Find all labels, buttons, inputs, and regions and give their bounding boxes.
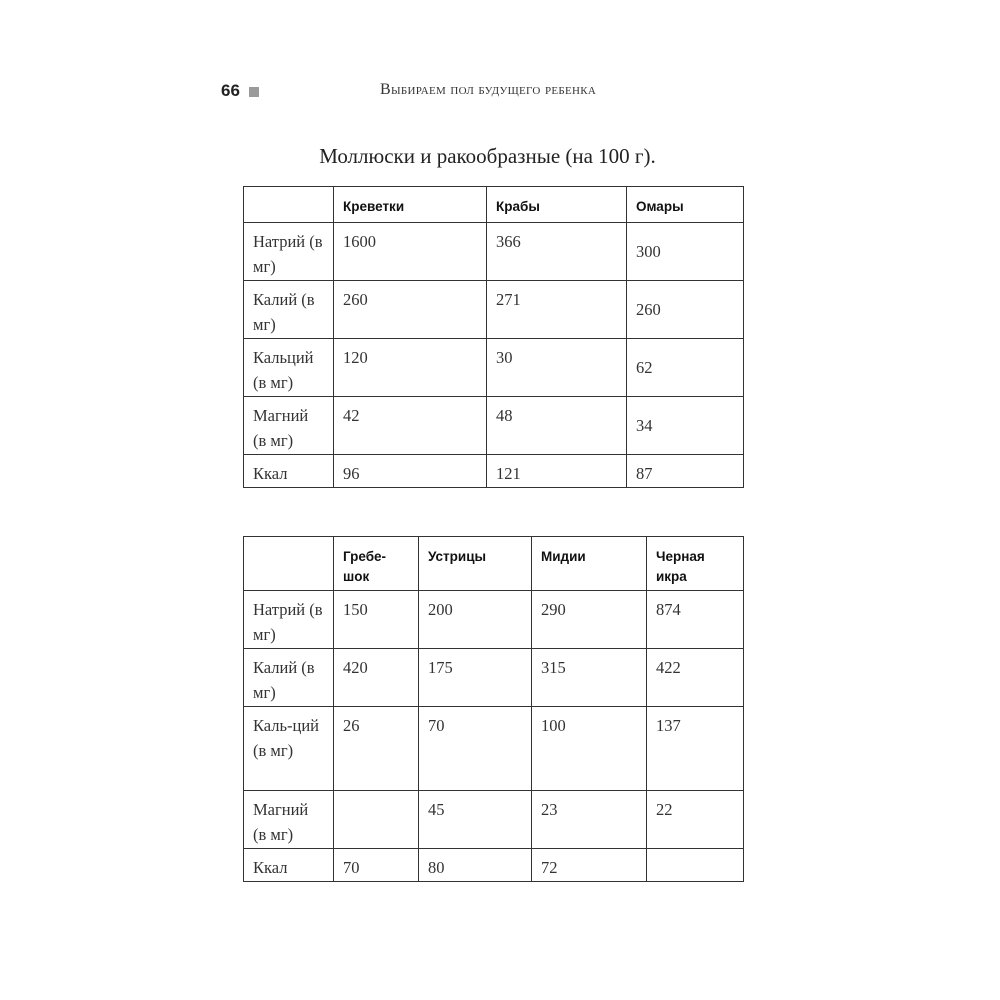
row-label: Калий (в мг) — [244, 649, 334, 707]
table-cell: 62 — [627, 339, 744, 397]
table-cell: 22 — [647, 791, 744, 849]
table-cell: 45 — [419, 791, 532, 849]
table-cell: 175 — [419, 649, 532, 707]
table-cell: 26 — [334, 707, 419, 791]
table-cell: 70 — [334, 849, 419, 882]
table-cell: 260 — [627, 281, 744, 339]
table-cell: 48 — [487, 397, 627, 455]
row-label: Натрий (в мг) — [244, 591, 334, 649]
table-cell: 121 — [487, 455, 627, 488]
column-header: Омары — [627, 187, 744, 223]
row-label: Натрий (в мг) — [244, 223, 334, 281]
table-cell: 271 — [487, 281, 627, 339]
page-number: 66 — [221, 81, 240, 100]
table-row — [244, 339, 744, 397]
table-cell: 290 — [532, 591, 647, 649]
table-row — [244, 649, 744, 707]
table-cell: 420 — [334, 649, 419, 707]
table-row — [244, 707, 744, 791]
table-row — [244, 849, 744, 882]
table-cell: 42 — [334, 397, 487, 455]
row-label: Магний (в мг) — [244, 397, 334, 455]
table-row — [244, 397, 744, 455]
row-label: Каль-​ций (в мг) — [244, 707, 334, 791]
table-cell: 70 — [419, 707, 532, 791]
table-cell: 100 — [532, 707, 647, 791]
header-corner-cell — [244, 537, 334, 591]
section-title: Моллюски и ракообразные (на 100 г). — [319, 144, 656, 168]
header-square-ornament — [249, 87, 259, 97]
table-cell: 315 — [532, 649, 647, 707]
column-header: Мидии — [532, 537, 647, 591]
column-header: Устрицы — [419, 537, 532, 591]
column-header: Крабы — [487, 187, 627, 223]
table-cell: 72 — [532, 849, 647, 882]
table-cell — [647, 849, 744, 882]
column-header: Черная икра — [647, 537, 744, 591]
nutrition-table-1 — [243, 186, 744, 488]
table-cell: 34 — [627, 397, 744, 455]
table-cell: 874 — [647, 591, 744, 649]
row-label: Ккал — [244, 455, 334, 488]
nutrition-table-2 — [243, 536, 744, 882]
table-cell: 30 — [487, 339, 627, 397]
column-header: Креветки — [334, 187, 487, 223]
table-row — [244, 223, 744, 281]
table-row — [244, 281, 744, 339]
table-cell: 23 — [532, 791, 647, 849]
table-cell: 1600 — [334, 223, 487, 281]
running-title: Выбираем пол будущего ребенка — [380, 81, 597, 98]
row-label: Калий (в мг) — [244, 281, 334, 339]
table-row — [244, 791, 744, 849]
row-label: Магний (в мг) — [244, 791, 334, 849]
table-cell: 200 — [419, 591, 532, 649]
table-header-row — [244, 187, 744, 223]
table-cell — [334, 791, 419, 849]
table-cell: 422 — [647, 649, 744, 707]
table-cell: 300 — [627, 223, 744, 281]
table-cell: 366 — [487, 223, 627, 281]
header-corner-cell — [244, 187, 334, 223]
table-cell: 137 — [647, 707, 744, 791]
table-cell: 150 — [334, 591, 419, 649]
row-label: Ккал — [244, 849, 334, 882]
table-cell: 96 — [334, 455, 487, 488]
table-cell: 87 — [627, 455, 744, 488]
table-row — [244, 591, 744, 649]
table-row — [244, 455, 744, 488]
column-header: Гребе-​шок — [334, 537, 419, 591]
table-cell: 120 — [334, 339, 487, 397]
table-cell: 80 — [419, 849, 532, 882]
table-cell: 260 — [334, 281, 487, 339]
table-header-row — [244, 537, 744, 591]
row-label: Кальций (в мг) — [244, 339, 334, 397]
